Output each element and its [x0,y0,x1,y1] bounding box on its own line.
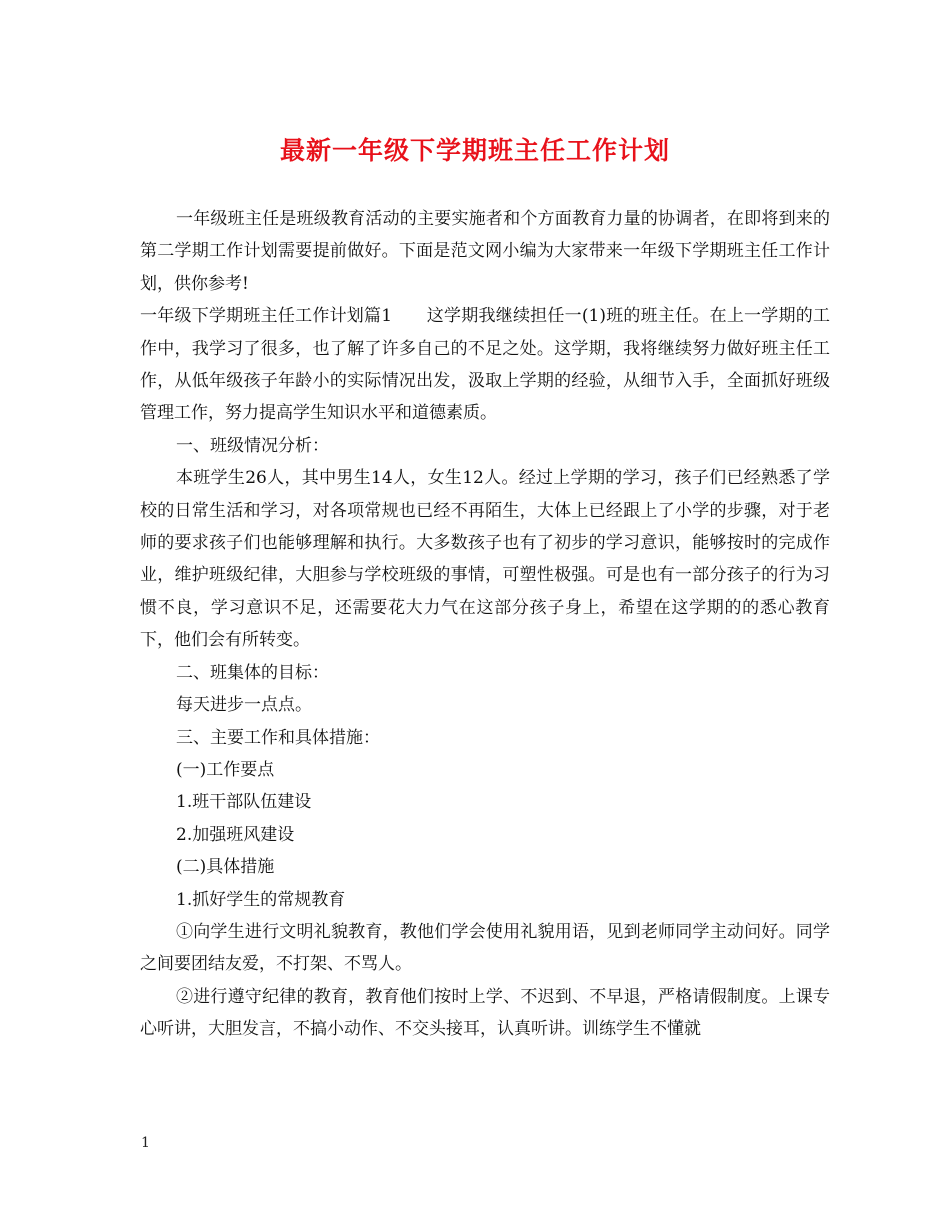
paragraph: ①向学生进行文明礼貌教育，教他们学会使用礼貌用语，见到老师同学主动问好。同学之间要团结友爱，不打架、不骂人。 [140,921,830,975]
subsection-heading: (二)具体措施 [176,857,275,878]
list-item: 1.抓好学生的常规教育 [176,889,346,910]
paragraph: 每天进步一点点。 [176,695,312,716]
paragraph: 本班学生26人，其中男生14人，女生12人。经过上学期的学习，孩子们已经熟悉了学校的日常生活和学习，对各项常规也已经不再陌生，大体上已经跟上了小学的步骤，对于老师的要求孩子们也能够理解和执行。大多数孩子也有了初步的学习意识，能够按时的完成作业，维护班级纪律，大胆参与学校班级的事情，可塑性极强。可是也有一部分孩子的行为习惯不良，学习意识不足，还需要花大力气在这部分孩子身上，希望在这学期的的悉心教育下，他们会有所转变。 [140,468,830,651]
list-item: 2.加强班风建设 [176,824,295,845]
list-item: 1.班干部队伍建设 [176,792,312,813]
paragraph: ②进行遵守纪律的教育，教育他们按时上学、不迟到、不早退，严格请假制度。上课专心听讲，大胆发言，不搞小动作、不交头接耳，认真听讲。训练学生不懂就 [140,986,830,1040]
page-number: 1 [141,1135,150,1151]
paragraph: 一年级班主任是班级教育活动的主要实施者和个方面教育力量的协调者，在即将到来的第二学期工作计划需要提前做好。下面是范文网小编为大家带来一年级下学期班主任工作计划，供你参考! [140,209,830,294]
subsection-heading: (一)工作要点 [176,759,275,780]
section-heading: 三、主要工作和具体措施： [176,727,380,748]
document-title: 最新一年级下学期班主任工作计划 [279,136,670,165]
paragraph: 一年级下学期班主任工作计划篇1 这学期我继续担任一(1)班的班主任。在上一学期的工作中，我学习了很多，也了解了许多自己的不足之处。这学期，我将继续努力做好班主任工作，从低年级孩子年龄小的实际情况出发，汲取上学期的经验，从细节入手，全面抓好班级管理工作，努力提高学生知识水平和道德素质。 [140,306,830,424]
section-heading: 一、班级情况分析： [176,435,329,456]
section-heading: 二、班集体的目标： [176,662,329,683]
document-body [140,203,830,1046]
